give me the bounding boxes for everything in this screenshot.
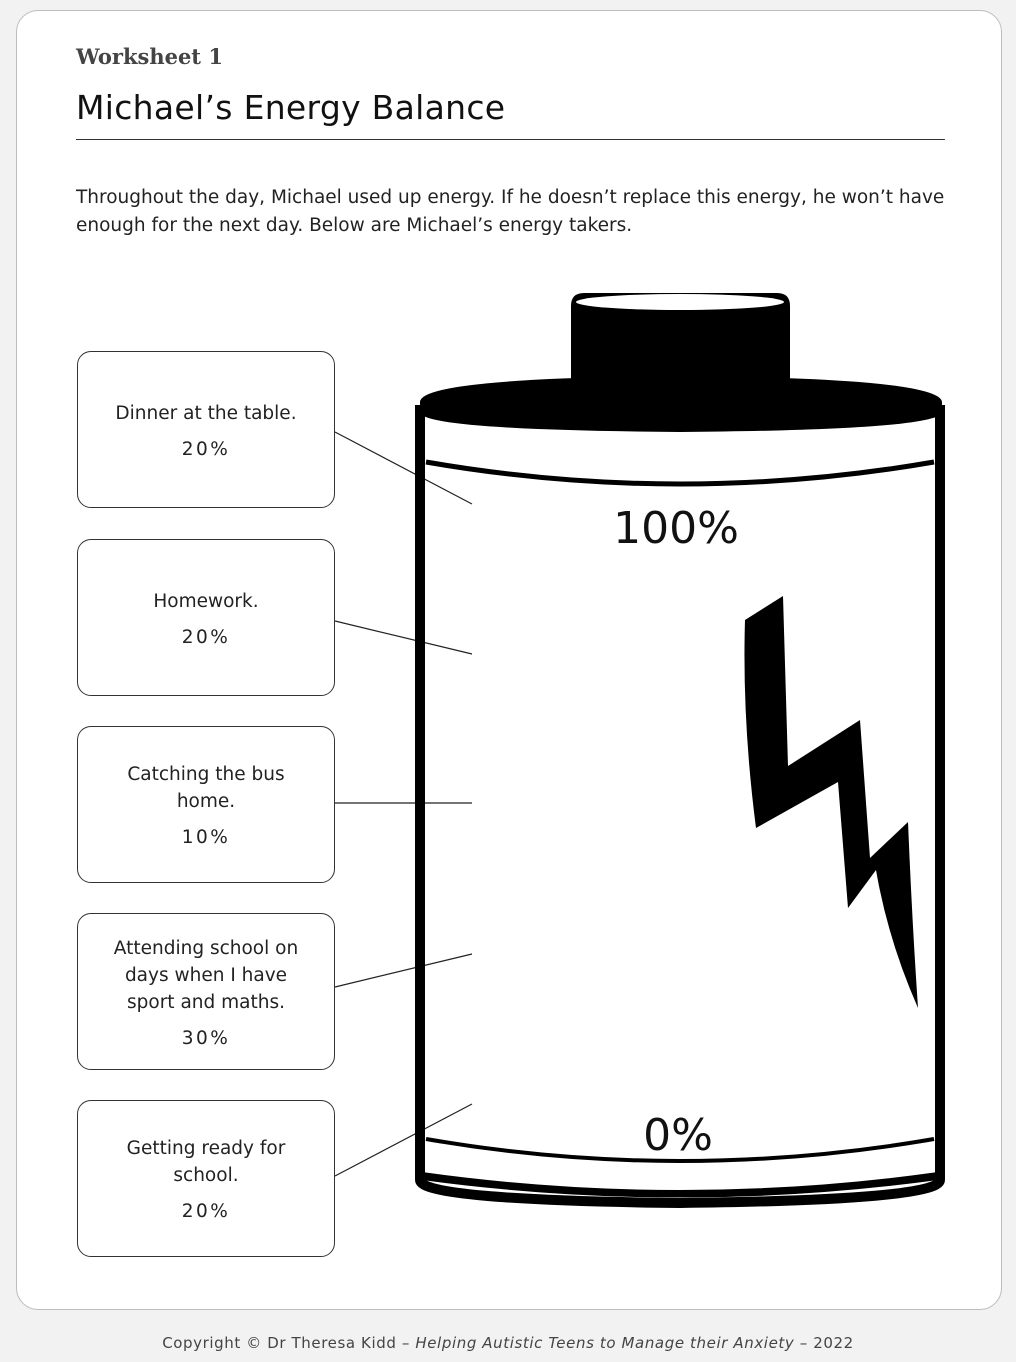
- energy-taker-label: Catching the bus home.: [127, 764, 285, 812]
- footer-suffix: – 2022: [794, 1334, 854, 1352]
- connector-line: [335, 954, 472, 987]
- energy-taker-card: [77, 351, 335, 508]
- energy-taker-card: [77, 913, 335, 1070]
- battery-full-label: 100%: [613, 503, 739, 554]
- energy-taker-label: Attending school on days when I have sport and maths.: [113, 937, 299, 1013]
- copyright-footer: [0, 1334, 1016, 1352]
- battery-cap: [420, 376, 942, 432]
- energy-taker-percent: 20%: [181, 438, 231, 460]
- energy-taker-percent: 20%: [181, 626, 231, 648]
- energy-taker-percent: 20%: [181, 1201, 231, 1222]
- battery-empty-label: 0%: [643, 1110, 713, 1161]
- page-title: Michael’s Energy Balance: [76, 88, 506, 127]
- energy-taker-card: [77, 539, 335, 696]
- energy-taker-percent: 30%: [181, 1027, 231, 1049]
- energy-taker-card: [77, 1100, 335, 1257]
- footer-book-title: Helping Autistic Teens to Manage their Anxiety: [415, 1334, 795, 1352]
- footer-prefix: Copyright © Dr Theresa Kidd –: [162, 1334, 416, 1352]
- energy-taker-label: Dinner at the table.: [115, 402, 297, 424]
- terminal-top: [576, 294, 784, 310]
- energy-taker-label: Getting ready for school.: [126, 1138, 286, 1186]
- inner-top-curve: [426, 462, 934, 484]
- intro-paragraph: Throughout the day, Michael used up energy. If he doesn’t replace this energy, he won’t have enough for the next day. Below are Michael’s energy takers.: [76, 187, 945, 236]
- lightning-bolt-icon: [744, 596, 918, 1008]
- energy-taker-percent: 10%: [181, 827, 231, 848]
- worksheet-label: Worksheet 1: [76, 44, 223, 69]
- connector-line: [335, 621, 472, 654]
- connector-lines: [335, 432, 472, 1176]
- connector-line: [335, 1104, 472, 1176]
- energy-taker-card: [77, 726, 335, 883]
- energy-taker-label: Homework.: [153, 590, 259, 612]
